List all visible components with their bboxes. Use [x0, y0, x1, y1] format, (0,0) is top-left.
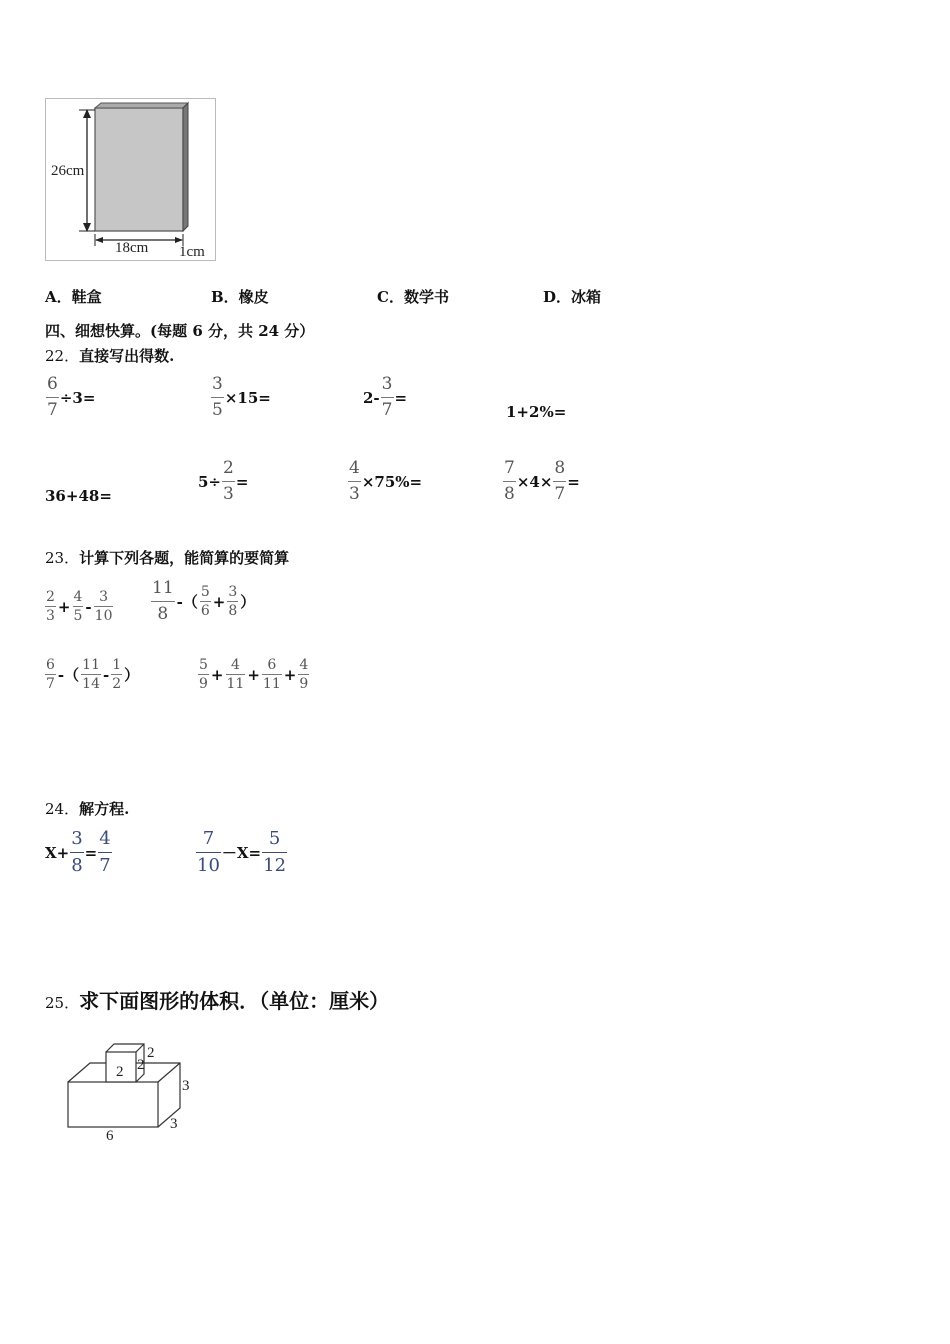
q24-equation-2	[195, 830, 288, 875]
big-depth-label: 3	[170, 1116, 178, 1132]
fraction: 6 7	[46, 657, 55, 692]
book-figure	[45, 98, 217, 263]
small-side-label: 2	[137, 1057, 145, 1073]
solid-diagram	[60, 1035, 200, 1145]
fraction: 4 3	[349, 458, 360, 504]
question-text: 解方程.	[79, 800, 130, 818]
fraction: 4 5	[73, 589, 83, 624]
fraction: 7 8	[504, 458, 515, 504]
question-24-title	[45, 798, 129, 819]
q23-expr-1	[44, 590, 114, 623]
q23-expr-3	[44, 658, 140, 691]
solid-figure	[60, 1035, 200, 1145]
fraction: 4 7	[99, 828, 111, 876]
question-text: 直接写出得数.	[79, 347, 175, 365]
expr-text: 36+48=	[45, 487, 112, 505]
operator: ）	[240, 593, 256, 611]
q22-expr-1	[45, 376, 95, 419]
fraction: 7 10	[197, 828, 220, 876]
question-23-title	[45, 547, 289, 568]
fraction: 5 12	[263, 828, 287, 876]
expr-text: ÷3=	[59, 388, 96, 407]
q23-expr-4	[197, 658, 310, 691]
operator: =	[84, 843, 98, 862]
big-length-label: 6	[106, 1128, 114, 1144]
fraction: 2 3	[223, 458, 234, 504]
fraction: 3 5	[212, 374, 223, 420]
fraction: 5 6	[200, 584, 210, 619]
fraction: 11 14	[82, 657, 100, 692]
q22-expr-4	[506, 403, 566, 421]
expr-text: 5÷	[198, 472, 222, 491]
fraction: 2 3	[46, 589, 55, 624]
q22-expr-3	[363, 376, 407, 419]
fraction: 6 7	[47, 374, 58, 420]
question-number: 24．	[45, 800, 80, 818]
question-number: 22．	[45, 347, 80, 365]
fraction: 4 9	[299, 657, 309, 692]
operator: -（	[176, 593, 198, 611]
option-c[interactable]: C．数学书	[377, 288, 449, 306]
option-b[interactable]: B．橡皮	[211, 288, 269, 306]
question-number: 25．	[45, 994, 80, 1012]
expr-text: ×4×	[516, 472, 553, 491]
operator: -（	[57, 666, 80, 684]
fraction: 3 8	[228, 584, 238, 619]
fraction: 11 8	[152, 578, 174, 624]
q23-expr-2	[150, 580, 256, 623]
option-a[interactable]: A．鞋盒	[45, 288, 102, 306]
expr-text: ×75%=	[361, 472, 423, 491]
q22-expr-5	[45, 487, 112, 505]
fraction: 5 9	[199, 657, 208, 692]
operator: +	[57, 597, 71, 616]
fraction: 3 8	[71, 828, 83, 876]
expr-text: －X=	[221, 844, 262, 862]
operator: +	[283, 665, 297, 684]
depth-label: 1cm	[179, 244, 205, 260]
height-label: 26cm	[51, 163, 85, 179]
operator: ）	[124, 666, 140, 684]
q24-equation-1	[45, 830, 113, 875]
fraction: 3 7	[381, 374, 393, 420]
expr-text: 2-	[363, 388, 380, 407]
question-text: 计算下列各题，能简算的要简算	[79, 549, 290, 567]
big-height-label: 3	[182, 1078, 190, 1094]
operator: -	[85, 597, 92, 616]
expr-text: =	[235, 472, 249, 491]
fraction: 4 11	[226, 657, 245, 692]
question-number: 23．	[45, 549, 80, 567]
width-label: 18cm	[115, 240, 149, 256]
section-title: 四、细想快算。(每题 6 分，共 24 分）	[45, 322, 315, 340]
fraction: 6 11	[262, 657, 281, 692]
expr-text: 1+2%=	[506, 403, 567, 421]
expr-text: =	[394, 388, 408, 407]
small-top-label: 2	[147, 1045, 155, 1061]
book-diagram	[45, 98, 217, 263]
expr-text: X+	[45, 843, 70, 862]
expr-text: ×15=	[224, 388, 271, 407]
expr-text: =	[567, 472, 580, 491]
fraction: 8 7	[554, 458, 566, 504]
question-text: 求下面图形的体积．（单位：厘米）	[79, 989, 390, 1013]
question-22-title	[45, 345, 174, 366]
q22-expr-8	[502, 460, 580, 503]
operator: +	[247, 665, 260, 684]
option-d[interactable]: D．冰箱	[543, 288, 602, 306]
q22-expr-2	[210, 376, 271, 419]
operator: +	[212, 592, 226, 611]
small-front-label: 2	[116, 1064, 124, 1080]
question-25-title	[45, 985, 389, 1014]
q22-expr-6	[198, 460, 248, 503]
operator: +	[210, 665, 224, 684]
fraction: 1 2	[112, 657, 122, 692]
fraction: 3 10	[94, 589, 113, 624]
operator: -	[102, 665, 110, 684]
q22-expr-7	[347, 460, 422, 503]
